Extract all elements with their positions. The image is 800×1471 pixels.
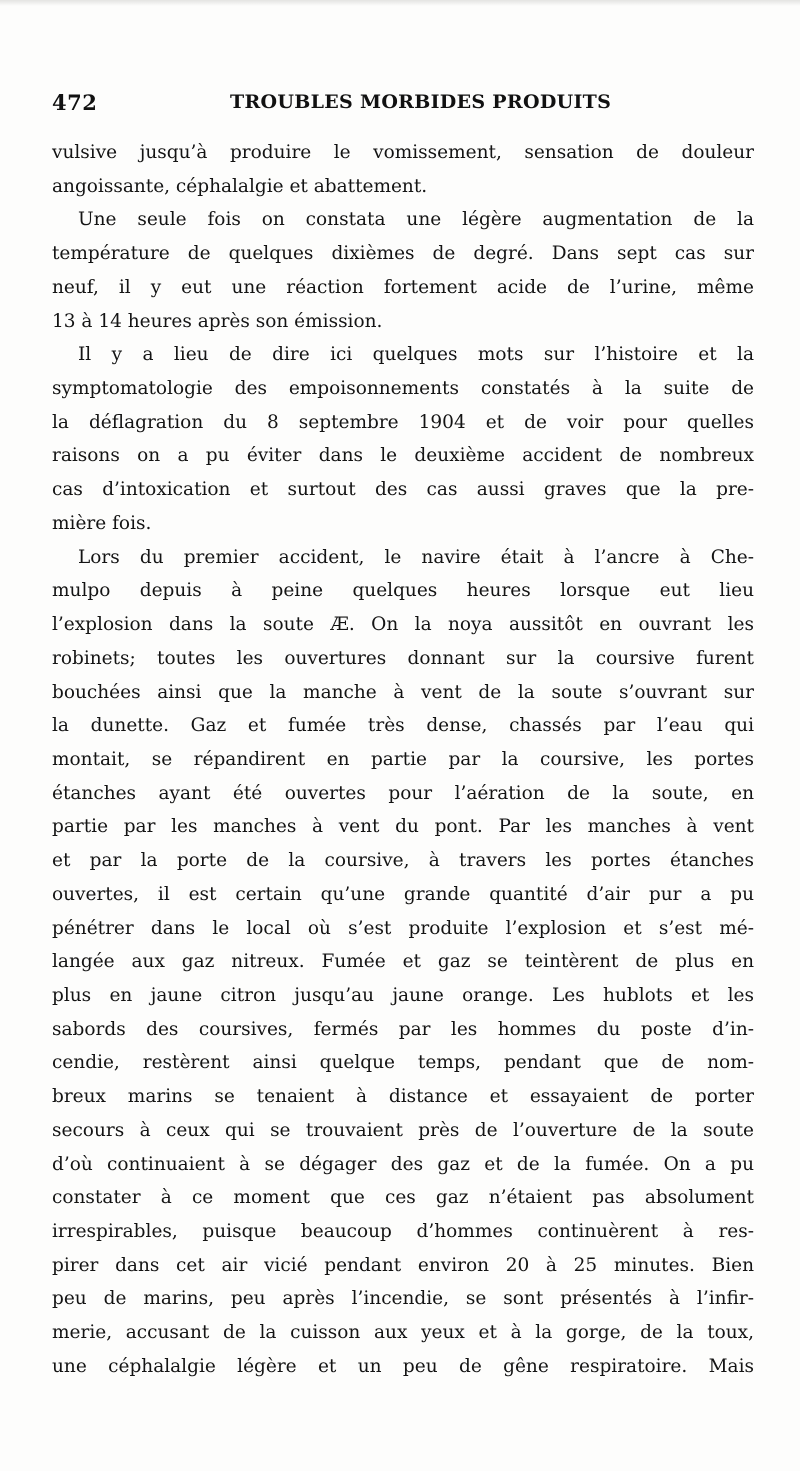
text-line: vulsive jusqu’à produire le vomissement, sensation de douleur [52,142,754,163]
text-line: pirer dans cet air vicié pendant environ 20 à 25 minutes. Bien [52,1254,754,1276]
text-line: neuf, il y eut une réaction fortement acide de l’urine, même [52,276,754,298]
text-line: d’où continuaient à se dégager des gaz et de la fumée. On a pu [52,1153,754,1175]
text-line: l’explosion dans la soute Æ. On la noya aussitôt en ouvrant les [52,614,754,636]
text-line: pénétrer dans le local où s’est produite l’explosion et s’est mé- [52,917,754,939]
body-text [52,136,754,1384]
text-line: étanches ayant été ouvertes pour l’aération de la soute, en [52,782,754,804]
text-line: secours à ceux qui se trouvaient près de l’ouverture de la soute [52,1119,754,1141]
text-line: raisons on a pu éviter dans le deuxième accident de nombreux [52,445,754,467]
text-line: cendie, restèrent ainsi quelque temps, pendant que de nom- [52,1052,754,1074]
text-line: la déflagration du 8 septembre 1904 et de voir pour quelles [52,411,754,433]
text-line: mière fois. [52,512,152,534]
text-line: partie par les manches à vent du pont. Par les manches à vent [52,816,754,838]
text-line: angoissante, céphalalgie et abattement. [52,175,428,197]
text-line: Une seule fois on constata une légère augmentation de la [78,209,754,231]
text-line: plus en jaune citron jusqu’au jaune orange. Les hublots et les [52,984,754,1006]
text-line: une céphalalgie légère et un peu de gêne respiratoire. Mais [52,1355,754,1377]
text-line: la dunette. Gaz et fumée très dense, chassés par l’eau qui [52,715,754,737]
text-line: 13 à 14 heures après son émission. [52,310,383,332]
text-line: robinets; toutes les ouvertures donnant sur la coursive furent [52,647,754,669]
text-line: Il y a lieu de dire ici quelques mots sur l’histoire et la [78,344,754,366]
running-head-title: TROUBLES MORBIDES PRODUITS [230,91,612,113]
text-line: sabords des coursives, fermés par les hommes du poste d’in- [52,1018,754,1040]
running-head [52,90,754,120]
text-line: et par la porte de la coursive, à travers les portes étanches [52,850,754,872]
text-line: symptomatologie des empoisonnements constatés à la suite de [52,378,754,400]
text-line: langée aux gaz nitreux. Fumée et gaz se teintèrent de plus en [52,951,754,973]
text-line: constater à ce moment que ces gaz n’étaient pas absolument [52,1187,754,1209]
text-line: Lors du premier accident, le navire était à l’ancre à Che- [78,546,754,568]
text-line: cas d’intoxication et surtout des cas aussi graves que la pre- [52,479,754,501]
text-line: irrespirables, puisque beaucoup d’hommes continuèrent à res- [52,1221,754,1242]
text-line: breux marins se tenaient à distance et essayaient de porter [52,1086,754,1108]
text-line: ouvertes, il est certain qu’une grande quantité d’air pur a pu [52,883,754,905]
text-line: peu de marins, peu après l’incendie, se sont présentés à l’infir- [52,1288,754,1310]
text-line: bouchées ainsi que la manche à vent de la soute s’ouvrant sur [52,681,754,703]
text-line: température de quelques dixièmes de degré. Dans sept cas sur [52,243,754,265]
text-line: montait, se répandirent en partie par la coursive, les portes [52,748,754,770]
text-line: merie, accusant de la cuisson aux yeux et à la gorge, de la toux, [52,1322,754,1344]
text-line: mulpo depuis à peine quelques heures lorsque eut lieu [52,580,754,602]
page-number: 472 [52,90,98,115]
scan-edge-shadow [0,0,800,6]
